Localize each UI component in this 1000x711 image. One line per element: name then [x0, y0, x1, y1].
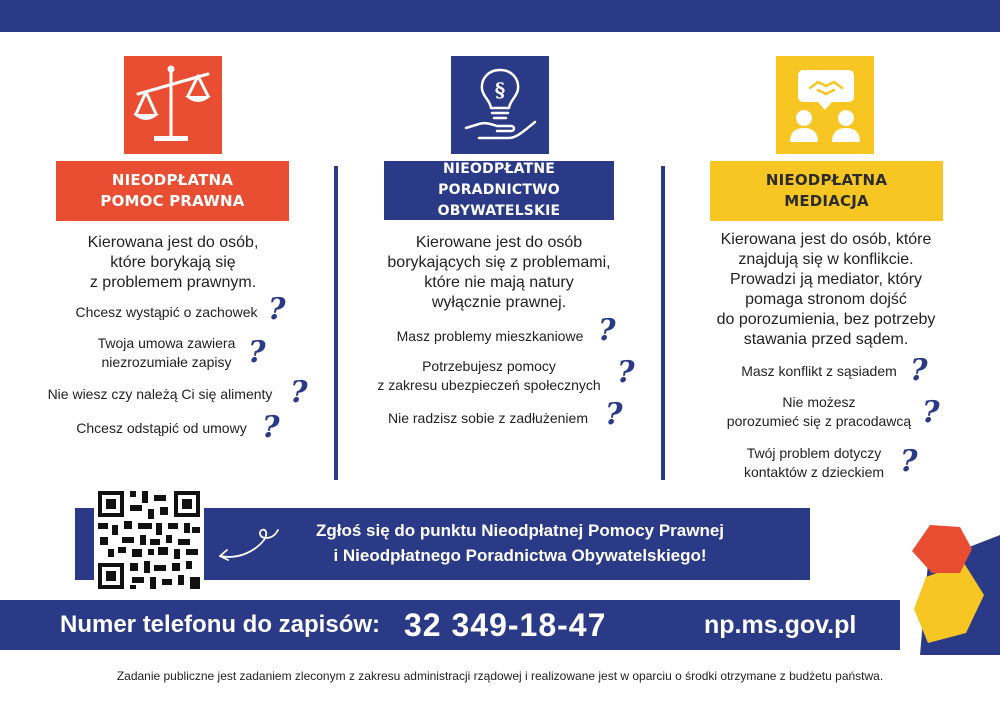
qr-code[interactable]	[94, 487, 204, 593]
scales-icon	[124, 56, 222, 154]
title-line: POMOC PRAWNA	[100, 192, 245, 210]
mediation-icon	[776, 56, 874, 154]
cta-text: Zgłoś się do punktu Nieodpłatnej Pomocy Prawnej i Nieodpłatnego Poradnictwa Obywatelskiego!	[315, 521, 725, 565]
civic-counseling-question: Masz problemy mieszkaniowe	[396, 328, 584, 344]
question-mark-icon: ?	[910, 353, 928, 388]
phone-label: Numer telefonu do zapisów:	[60, 611, 381, 638]
lightbulb-hand-icon	[451, 56, 549, 154]
question-mark-icon: ?	[617, 355, 635, 390]
footer-note: Zadanie publiczne jest zadaniem zleconym z zakresu administracji rządowej i realizowane jest w oparciu o środki otrzymane z budżetu państwa.	[116, 669, 884, 683]
question-mark-icon: ?	[598, 313, 616, 348]
civic-counseling-question: Nie radzisz sobie z zadłużeniem	[388, 410, 588, 426]
title-free-legal-aid	[56, 161, 289, 221]
title-line: PORADNICTWO OBYWATELSKIE	[437, 182, 561, 219]
title-line: MEDIACJA	[784, 192, 869, 210]
question-mark-icon: ?	[922, 395, 940, 430]
legal-aid-question: Nie wiesz czy należą Ci się alimenty	[47, 386, 273, 402]
title-line: NIEODPŁATNE	[442, 161, 556, 177]
question-mark-icon: ?	[290, 375, 308, 410]
mediation-question: Masz konflikt z sąsiadem	[741, 363, 897, 379]
civic-counseling-question: Potrzebujesz pomocy z zakresu ubezpieczeń społecznych	[377, 358, 601, 393]
column-divider	[661, 166, 665, 480]
title-line: NIEODPŁATNA	[765, 171, 888, 189]
question-mark-icon: ?	[268, 292, 286, 327]
legal-aid-question: Twoja umowa zawiera niezrozumiałe zapisy	[97, 335, 236, 370]
question-mark-icon: ?	[605, 397, 623, 432]
phone-number[interactable]: 32 349-18-47	[404, 607, 607, 643]
civic-counseling-description: Kierowane jest do osób borykających się z problemami, które nie mają natury wyłącznie prawnej.	[387, 234, 611, 311]
legal-aid-description: Kierowana jest do osób, które borykają się z problemem prawnym.	[87, 234, 259, 291]
question-mark-icon: ?	[248, 335, 266, 370]
question-mark-icon: ?	[262, 410, 280, 445]
title-line: NIEODPŁATNA	[111, 171, 234, 189]
legal-aid-question: Chcesz wystąpić o zachowek	[75, 304, 258, 320]
title-mediation	[710, 161, 943, 221]
question-mark-icon: ?	[900, 444, 918, 479]
mediation-description: Kierowana jest do osób, które znajdują się w konflikcie. Prowadzi ją mediator, który pomaga stronom dojść do porozumienia, bez potrzeby stawania przed sądem.	[716, 231, 936, 348]
website-link[interactable]: np.ms.gov.pl	[704, 611, 857, 639]
mediation-question: Twój problem dotyczy kontaktów z dzieckiem	[743, 445, 885, 480]
mediation-question: Nie możesz porozumieć się z pracodawcą	[726, 394, 912, 429]
title-civic-counseling	[384, 161, 614, 220]
top-bar	[0, 0, 1000, 32]
svg-text:§: §	[494, 78, 506, 102]
legal-aid-question: Chcesz odstąpić od umowy	[76, 420, 247, 436]
column-divider	[334, 166, 338, 480]
